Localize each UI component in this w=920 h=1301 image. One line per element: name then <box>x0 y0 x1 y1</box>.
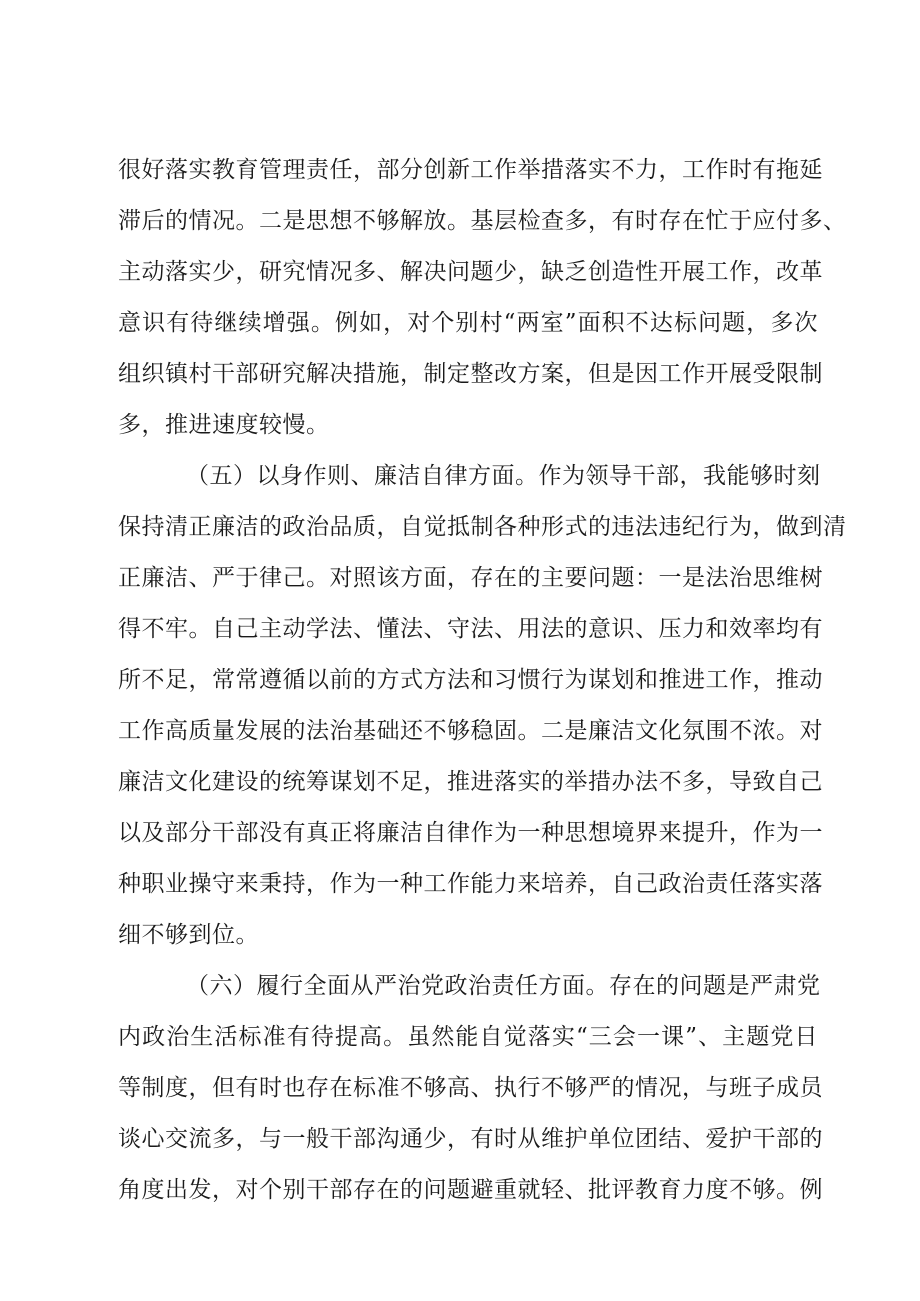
text-line: 组织镇村干部研究解决措施，制定整改方案，但是因工作开展受限制 <box>118 361 823 387</box>
text-line: 保持清正廉洁的政治品质，自觉抵制各种形式的违法违纪行为，做到清 <box>118 514 847 540</box>
text-line: 得不牢。自己主动学法、懂法、守法、用法的意识、压力和效率均有 <box>118 616 823 642</box>
text-line: 很好落实教育管理责任，部分创新工作举措落实不力，工作时有拖延 <box>118 157 823 183</box>
text-line: 廉洁文化建设的统筹谋划不足，推进落实的举措办法不多，导致自己 <box>118 769 823 795</box>
text-line: 等制度，但有时也存在标准不够高、执行不够严的情况，与班子成员 <box>118 1075 823 1101</box>
text-line: 滞后的情况。二是思想不够解放。基层检查多，有时存在忙于应付多、 <box>118 208 847 234</box>
text-line: 角度出发，对个别干部存在的问题避重就轻、批评教育力度不够。例 <box>118 1177 823 1203</box>
text-line: 细不够到位。 <box>118 922 259 948</box>
text-line: 谈心交流多，与一般干部沟通少，有时从维护单位团结、爱护干部的 <box>118 1126 823 1152</box>
section-heading-line: （五）以身作则、廉洁自律方面。作为领导干部，我能够时刻 <box>186 463 821 489</box>
text-line: 内政治生活标准有待提高。虽然能自觉落实“三会一课”、主题党日 <box>118 1024 818 1050</box>
text-line: 正廉洁、严于律己。对照该方面，存在的主要问题：一是法治思维树 <box>118 565 823 591</box>
text-line: 多，推进速度较慢。 <box>118 412 330 438</box>
section-heading-line: （六）履行全面从严治党政治责任方面。存在的问题是严肃党 <box>186 973 821 999</box>
text-line: 种职业操守来秉持，作为一种工作能力来培养，自己政治责任落实落 <box>118 871 823 897</box>
text-line: 工作高质量发展的法治基础还不够稳固。二是廉洁文化氛围不浓。对 <box>118 718 823 744</box>
text-line: 以及部分干部没有真正将廉洁自律作为一种思想境界来提升，作为一 <box>118 820 823 846</box>
text-line: 所不足，常常遵循以前的方式方法和习惯行为谋划和推进工作，推动 <box>118 667 823 693</box>
text-line: 意识有待继续增强。例如，对个别村“两室”面积不达标问题，多次 <box>118 310 818 336</box>
text-line: 主动落实少，研究情况多、解决问题少，缺乏创造性开展工作，改革 <box>118 259 823 285</box>
